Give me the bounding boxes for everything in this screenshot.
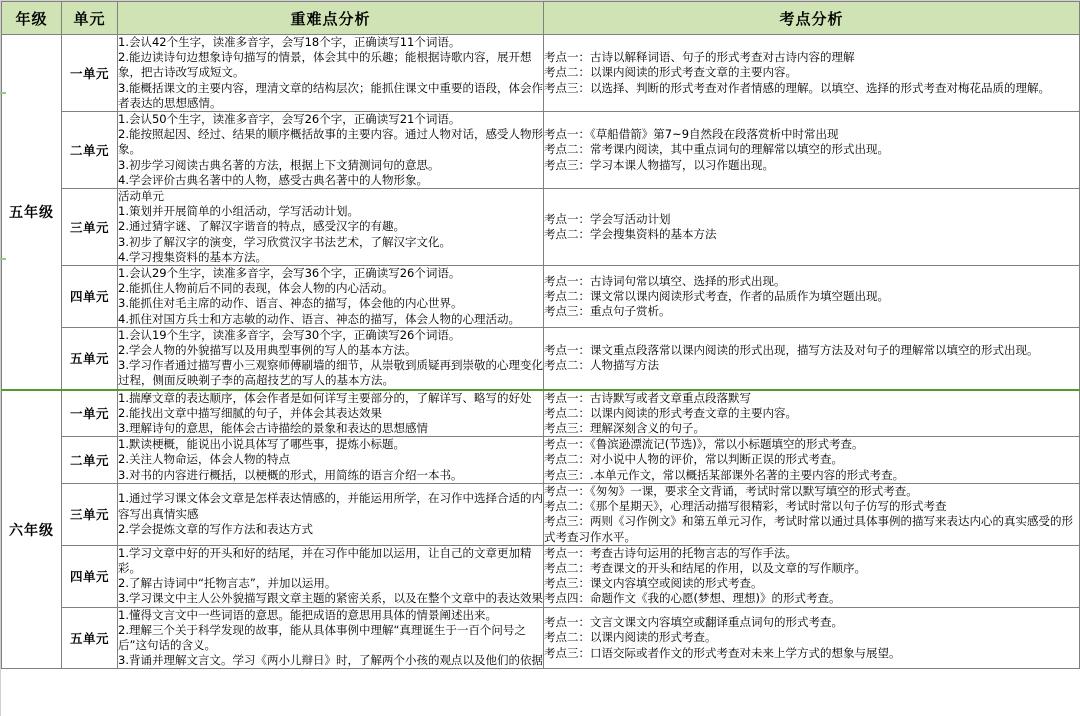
exam-point-line: 考点二：以课内阅读的形式考查文章的主要内容。	[544, 65, 797, 80]
table-row	[2, 390, 1080, 437]
exam-point-line: 考点三：两则《习作例文》和第五单元习作，考试时常以通过具体事例的描写来表达内心的真实感受的形式考查习作水平。	[544, 514, 1073, 544]
table-header	[2, 2, 1080, 35]
key-point-line: 1.会认19个生字，读准多音字，会写30个字，正确读写26个词语。	[118, 327, 461, 342]
key-points-cell	[118, 35, 544, 112]
unit-cell: 一单元	[62, 390, 118, 437]
key-point-line: 2.关注人物命运，体会人物的特点	[118, 452, 290, 467]
exam-point-line: 考点二：以课内阅读的形式考查。	[544, 630, 717, 645]
key-point-line: 2.理解三个关于科学发现的故事，能从具体事例中理解“真理诞生于一百个问号之后”这句话的含义。	[118, 622, 526, 652]
exam-points-cell	[544, 390, 1080, 437]
key-point-line: 1.会认42个生字，读准多音字，会写18个字，正确读写11个词语。	[118, 35, 461, 49]
key-points-cell	[118, 607, 544, 669]
key-point-line: 2.能边读诗句边想象诗句描写的情景，体会其中的乐趣；能根据诗歌内容，展开想象，把古诗改写成短文。	[118, 50, 532, 80]
unit-cell: 四单元	[62, 545, 118, 607]
row-guide-tick	[0, 92, 6, 94]
exam-point-line: 考点一：《鲁滨逊漂流记(节选)》，常以小标题填空的形式考查。	[544, 437, 864, 452]
key-points-cell	[118, 437, 544, 484]
unit-cell: 三单元	[62, 189, 118, 266]
key-points-cell	[118, 189, 544, 266]
exam-point-line: 考点二：以课内阅读的形式考查文章的主要内容。	[544, 405, 797, 420]
key-point-line: 3.对书的内容进行概括，以梗概的形式，用简练的语言介绍一本书。	[118, 467, 463, 482]
table-header-row	[2, 2, 1080, 35]
column-header-exam-points: 考点分析	[544, 2, 1080, 35]
key-points-cell	[118, 545, 544, 607]
exam-point-line: 考点三：口语交际或者作文的形式考查对未来上学方式的想象与展望。	[544, 645, 901, 660]
key-points-cell	[118, 266, 544, 328]
table-row	[2, 607, 1080, 669]
key-point-line: 1.策划并开展简单的小组活动，学写活动计划。	[118, 204, 359, 219]
exam-points-cell	[544, 437, 1080, 484]
exam-point-line: 考点三：重点句子赏析。	[544, 304, 671, 319]
exam-point-line: 考点三：课文内容填空或阅读的形式考查。	[544, 576, 763, 591]
key-point-line: 2.学会提炼文章的写作方法和表达方式	[118, 521, 313, 536]
unit-cell: 二单元	[62, 437, 118, 484]
exam-point-line: 考点四：命题作文《我的心愿(梦想、理想)》的形式考查。	[544, 591, 841, 606]
key-point-line: 2.能按照起因、经过、结果的顺序概括故事的主要内容。通过人物对话，感受人物形象。	[118, 127, 543, 157]
unit-cell: 五单元	[62, 607, 118, 669]
sheet-left-edge	[0, 0, 1, 716]
table-row	[2, 437, 1080, 484]
exam-point-line: 考点二：考查课文的开头和结尾的作用，以及文章的写作顺序。	[544, 560, 866, 575]
table-row	[2, 483, 1080, 545]
column-header-unit: 单元	[62, 2, 118, 35]
table-row	[2, 189, 1080, 266]
key-point-line: 4.抓住对国方兵士和方志敏的动作、语言、神态的描写，体会人物的心理活动。	[118, 311, 520, 326]
key-point-line: 2.能抓住人物前后不同的表现，体会人物的内心活动。	[118, 281, 394, 296]
key-points-cell	[118, 112, 544, 189]
exam-point-line: 考点二：学会搜集资料的基本方法	[544, 227, 717, 242]
exam-point-line: 考点三：学习本课人物描写，以习作题出现。	[544, 157, 774, 172]
analysis-table	[1, 1, 1080, 669]
exam-point-line: 考点一：课文重点段落常以课内阅读的形式出现，描写方法及对句子的理解常以填空的形式出现。	[544, 343, 1039, 358]
exam-point-line: 考点一：古诗以解释词语、句子的形式考查对古诗内容的理解	[544, 50, 855, 65]
exam-points-cell	[544, 112, 1080, 189]
exam-point-line: 考点二：课文常以课内阅读形式考查，作者的品质作为填空题出现。	[544, 288, 889, 303]
exam-points-cell	[544, 35, 1080, 112]
key-point-line: 2.能找出文章中描写细腻的句子，并体会其表达效果	[118, 405, 382, 420]
key-point-line: 1.默读梗概，能说出小说具体写了哪些事，提炼小标题。	[118, 437, 405, 452]
exam-points-cell	[544, 607, 1080, 669]
grade-cell: 六年级	[2, 390, 62, 669]
exam-points-cell	[544, 483, 1080, 545]
table-row	[2, 35, 1080, 112]
grade-cell: 五年级	[2, 35, 62, 390]
key-points-cell	[118, 327, 544, 389]
exam-point-line: 考点三：以选择、判断的形式考查对作者情感的理解。以填空、选择的形式考查对梅花品质的理解。	[544, 80, 1050, 95]
key-point-line: 2.了解古诗词中“托物言志”，并加以运用。	[118, 576, 337, 591]
column-header-grade: 年级	[2, 2, 62, 35]
key-point-line: 3.能抓住对毛主席的动作、语言、神态的描写，体会他的内心世界。	[118, 296, 463, 311]
unit-cell: 一单元	[62, 35, 118, 112]
column-header-key-points: 重难点分析	[118, 2, 544, 35]
exam-point-line: 考点二：常考课内阅读，其中重点词句的理解常以填空的形式出现。	[544, 142, 889, 157]
exam-point-line: 考点一：文言文课文内容填空或翻译重点词句的形式考查。	[544, 615, 843, 630]
exam-point-line: 考点一：《匆匆》一课，要求全文背诵，考试时常以默写填空的形式考查。	[544, 483, 918, 498]
exam-points-cell	[544, 189, 1080, 266]
exam-point-line: 考点一：古诗默写或者文章重点段落默写	[544, 390, 751, 405]
key-point-line: 3.背诵并理解文言文。学习《两小儿辩日》时，了解两个小孩的观点以及他们的依据	[118, 653, 543, 668]
key-points-cell	[118, 390, 544, 437]
key-point-line: 1.通过学习课文体会文章是怎样表达情感的，并能运用所学，在习作中选择合适的内容写出真情实感	[118, 491, 543, 521]
exam-point-line: 考点一：考查古诗句运用的托物言志的写作手法。	[544, 545, 797, 560]
table-body	[2, 35, 1080, 669]
key-point-line: 1.揣摩文章的表达顺序，体会作者是如何详写主要部分的，了解详写、略写的好处	[118, 390, 532, 405]
exam-points-cell	[544, 327, 1080, 389]
key-point-line: 1.学习文章中好的开头和好的结尾，并在习作中能加以运用，让自己的文章更加精彩。	[118, 545, 532, 575]
table-row	[2, 545, 1080, 607]
key-point-line: 1.懂得文言文中一些词语的意思。能把成语的意思用具体的情景阐述出来。	[118, 607, 497, 622]
exam-point-line: 考点一：《草船借箭》第7~9自然段在段落赏析中时常出现	[544, 127, 839, 142]
unit-cell: 二单元	[62, 112, 118, 189]
exam-point-line: 考点二：《那个星期天》，心理活动描写很精彩，考试时常以句子仿写的形式考查	[544, 499, 947, 514]
key-point-line: 4.学习搜集资料的基本方法。	[118, 249, 267, 264]
exam-points-cell	[544, 545, 1080, 607]
unit-cell: 三单元	[62, 483, 118, 545]
key-point-line: 1.会认50个生字，读准多音字，会写26个字，正确读写21个词语。	[118, 112, 461, 127]
exam-point-line: 考点一：古诗词句常以填空、选择的形式出现。	[544, 273, 786, 288]
key-point-line: 3.初步了解汉字的演变，学习欣赏汉字书法艺术，了解汉字文化。	[118, 234, 451, 249]
key-point-line: 3.能概括课文的主要内容，理清文章的结构层次；能抓住课文中重要的语段，体会作者表达的思想感情。	[118, 80, 543, 110]
exam-point-line: 考点二：人物描写方法	[544, 358, 659, 373]
key-point-line: 3.学习作者通过描写曹小三观察师傅刷墙的细节，从崇敬到质疑再到崇敬的心理变化过程，侧面反映剃子李的高超技艺的写人的基本方法。	[118, 358, 543, 388]
unit-cell: 四单元	[62, 266, 118, 328]
key-point-line: 3.学习课文中主人公外貌描写跟文章主题的紧密关系，以及在整个文章中的表达效果	[118, 591, 543, 606]
key-point-line: 1.会认29个生字，读准多音字，会写36个字，正确读写26个词语。	[118, 266, 461, 281]
key-point-line: 2.通过猜字谜、了解汉字谐音的特点，感受汉字的有趣。	[118, 219, 405, 234]
exam-point-line: 考点二：对小说中人物的评价，常以判断正误的形式考查。	[544, 452, 843, 467]
key-point-line: 2.学会人物的外貌描写以及用典型事例的写人的基本方法。	[118, 343, 417, 358]
exam-point-line: 考点三：理解深刻含义的句子。	[544, 421, 705, 436]
key-points-cell	[118, 483, 544, 545]
row-guide-tick	[0, 258, 6, 260]
table-row	[2, 266, 1080, 328]
unit-cell: 五单元	[62, 327, 118, 389]
key-point-line: 3.初步学习阅读古典名著的方法，根据上下文猜测词句的意思。	[118, 157, 440, 172]
key-point-line: 4.学会评价古典名著中的人物，感受古典名著中的人物形象。	[118, 172, 428, 187]
exam-point-line: 考点一：学会写活动计划	[544, 211, 671, 226]
exam-points-cell	[544, 266, 1080, 328]
key-point-line: 3.理解诗句的意思，能体会古诗描绘的景象和表达的思想感情	[118, 421, 428, 436]
exam-point-line: 考点三：.本单元作文，常以概括某部课外名著的主要内容的形式考查。	[544, 467, 905, 482]
sheet-top-edge	[0, 0, 1080, 1]
table-row	[2, 327, 1080, 389]
key-point-line: 活动单元	[118, 189, 164, 204]
table-row	[2, 112, 1080, 189]
